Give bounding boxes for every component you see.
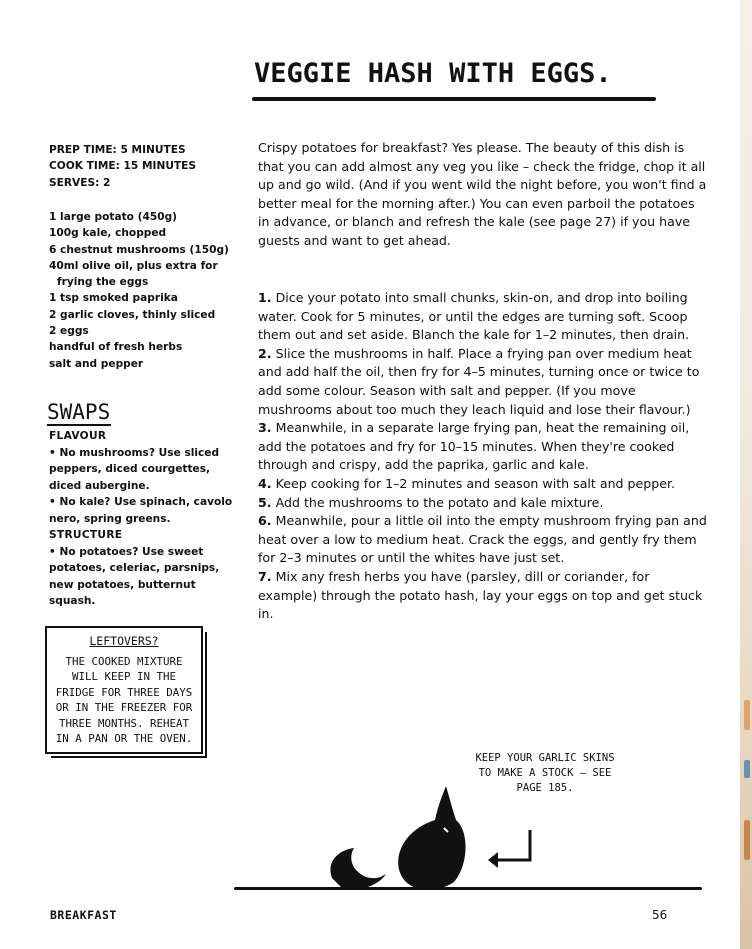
swaps-underline	[47, 424, 111, 426]
garlic-illustration	[230, 770, 710, 895]
recipe-title: VEGGIE HASH WITH EGGS.	[254, 58, 612, 89]
ingredient-item: 2 eggs	[49, 325, 89, 338]
step-text: Dice your potato into small chunks, skin-on, and drop into boiling water. Cook for 5 minutes, or until the edges are turning soft. Scoop them out and set aside. Blanch the kale for 1–2 minutes, then drain.	[258, 290, 690, 343]
footer-section: BREAKFAST	[50, 908, 117, 922]
method-step	[258, 494, 708, 513]
garlic-skin-shape	[330, 848, 386, 889]
recipe-meta	[49, 142, 239, 191]
prep-time: PREP TIME: 5 MINUTES	[49, 144, 186, 156]
ingredient-item: 40ml olive oil, plus extra for	[49, 259, 218, 272]
title-underline	[252, 97, 656, 101]
swaps-heading: SWAPS	[47, 400, 111, 424]
swap-item: • No mushrooms? Use sliced peppers, diced courgettes, diced aubergine.	[49, 446, 220, 492]
arrow-icon	[495, 830, 530, 860]
step-text: Add the mushrooms to the potato and kale mixture.	[275, 494, 604, 510]
structure-label: STRUCTURE	[49, 529, 123, 541]
method-step	[258, 475, 708, 494]
method-step	[258, 345, 708, 419]
step-number: 7.	[258, 568, 272, 584]
step-text: Meanwhile, in a separate large frying pan, heat the remaining oil, add the potatoes and fry for 10–15 minutes. When they're cooked through and crispy, add the paprika, garlic and kale.	[258, 420, 690, 473]
page-edge	[740, 0, 752, 949]
flavour-label: FLAVOUR	[49, 430, 107, 442]
step-number: 4.	[258, 475, 272, 491]
garlic-bulb-shape	[398, 786, 465, 890]
step-number: 2.	[258, 345, 272, 361]
method-step	[258, 419, 708, 475]
method-steps	[258, 289, 708, 624]
leftovers-title: LEFTOVERS?	[89, 634, 159, 648]
swaps-section	[49, 428, 237, 610]
serves: SERVES: 2	[49, 176, 111, 189]
arrow-head-icon	[488, 852, 498, 868]
method-step	[258, 568, 708, 624]
method-step	[258, 289, 708, 345]
page-number: 56	[652, 908, 668, 922]
ingredient-item: salt and pepper	[49, 357, 144, 370]
garlic-note: KEEP YOUR GARLIC SKINS TO MAKE A STOCK – SEE PAGE 185.	[475, 752, 615, 794]
step-number: 3.	[258, 420, 272, 436]
step-number: 1.	[258, 290, 272, 305]
ingredient-item: handful of fresh herbs	[49, 341, 183, 354]
step-text: Mix any fresh herbs you have (parsley, dill or coriander, for example) through the potato hash, lay your eggs on top and get stuck in.	[258, 568, 703, 622]
ingredient-item: 100g kale, chopped	[49, 227, 167, 240]
recipe-intro: Crispy potatoes for breakfast? Yes please. The beauty of this dish is that you can add almost any veg you like – check the fridge, chop it all up and go wild. (And if you went wild the night before, you won't find a better meal for the morning after.) You can even parboil the potatoes in advance, or blanch and refresh the kale (see page 27) if you have guests and want to get ahead.	[258, 140, 707, 248]
step-text: Keep cooking for 1–2 minutes and season with salt and pepper.	[275, 475, 676, 491]
ingredient-item: 1 large potato (450g)	[49, 211, 178, 223]
ground-line	[234, 887, 702, 890]
leftovers-body: THE COOKED MIXTURE WILL KEEP IN THE FRIDGE FOR THREE DAYS OR IN THE FREEZER FOR THREE MONTHS. REHEAT IN A PAN OR THE OVEN.	[55, 655, 193, 746]
swap-item: • No potatoes? Use sweet potatoes, celeriac, parsnips, new potatoes, butternut squash.	[49, 545, 220, 607]
ingredient-item: frying the eggs	[57, 276, 149, 289]
step-text: Meanwhile, pour a little oil into the empty mushroom frying pan and heat over a low to medium heat. Crack the eggs, and gently fry them for 2–3 minutes or until the whites have just set.	[258, 513, 707, 566]
method-step	[258, 512, 708, 568]
ingredient-item: 2 garlic cloves, thinly sliced	[49, 308, 216, 321]
step-text: Slice the mushrooms in half. Place a frying pan over medium heat and add half the oil, then fry for 4–5 minutes, turning once or twice to add some colour. Season with salt and pepper. (If you move mushrooms about too much they leach liquid and lose their flavour.)	[258, 345, 700, 417]
leftovers-box	[45, 626, 203, 754]
ingredient-item: 6 chestnut mushrooms (150g)	[49, 243, 229, 256]
cook-time: COOK TIME: 15 MINUTES	[49, 160, 197, 173]
step-number: 6.	[258, 513, 272, 529]
ingredient-item: 1 tsp smoked paprika	[49, 292, 178, 305]
step-number: 5.	[258, 494, 272, 510]
swap-item: • No kale? Use spinach, cavolo nero, spring greens.	[49, 496, 233, 525]
ingredient-list	[49, 209, 239, 372]
